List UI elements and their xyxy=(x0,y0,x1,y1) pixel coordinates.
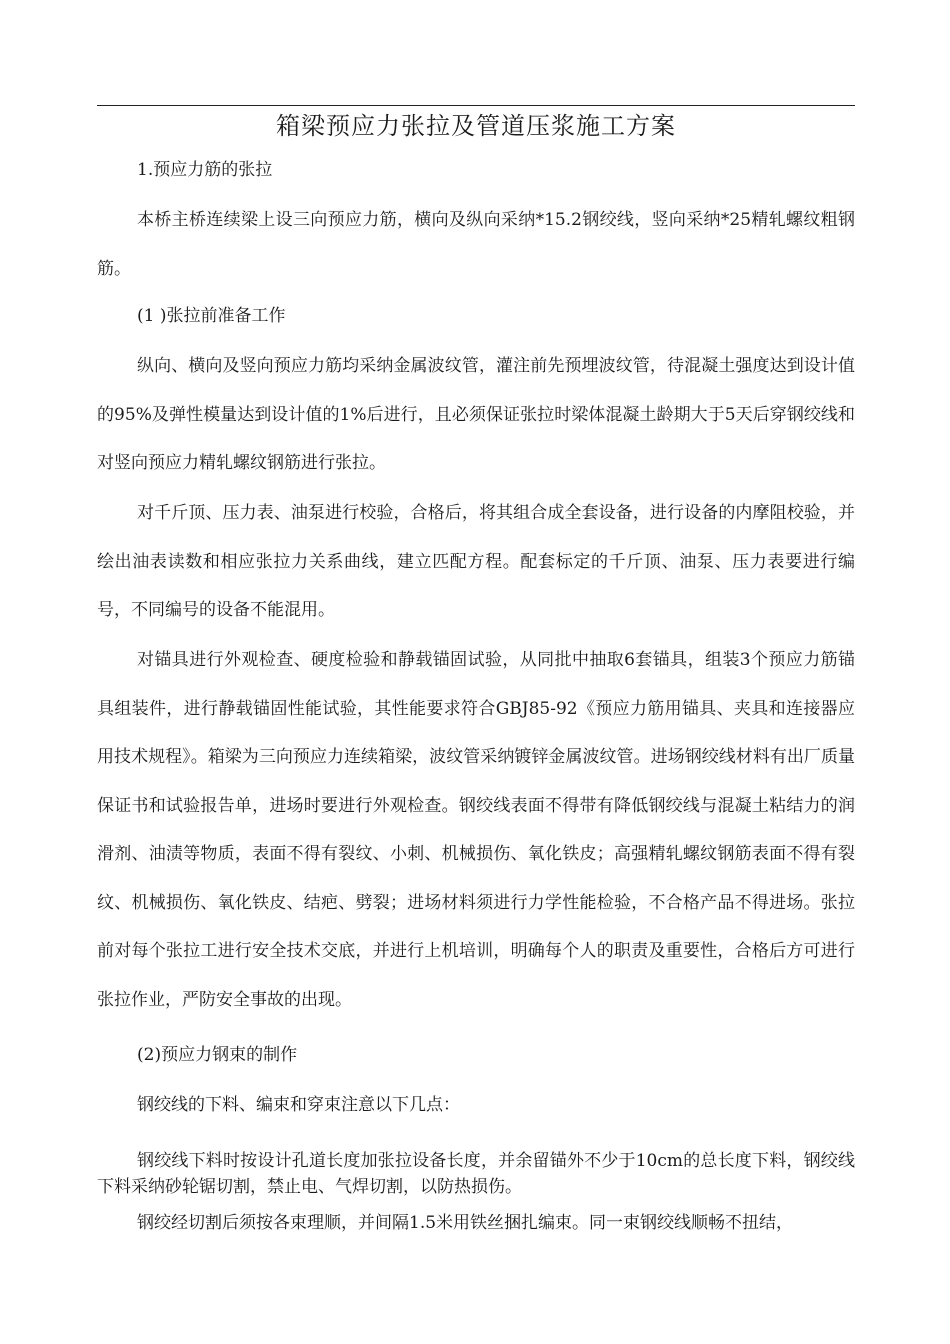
paragraph-4: 对锚具进行外观检查、硬度检验和静载锚固试验，从同批中抽取6套锚具，组装3个预应力筋锚具组装件，进行静载锚固性能试验，其性能要求符合GBJ85-92《预应力筋用锚具、夹具和连接器应用技术规程》。箱梁为三向预应力连续箱梁，波纹管采纳镀锌金属波纹管。进场钢绞线材料有出厂质量保证书和试验报告单，进场时要进行外观检查。钢绞线表面不得带有降低钢绞线与混凝土粘结力的润滑剂、油渍等物质，表面不得有裂纹、小刺、机械损伤、氧化铁皮；高强精轧螺纹钢筋表面不得有裂纹、机械损伤、氧化铁皮、结疤、劈裂；进场材料须进行力学性能检验，不合格产品不得进场。张拉前对每个张拉工进行安全技术交底，并进行上机培训，明确每个人的职责及重要性，合格后方可进行张拉作业，严防安全事故的出现。 xyxy=(97,650,855,1010)
section-heading-1: 1.预应力筋的张拉 xyxy=(137,160,273,180)
paragraph-2: 纵向、横向及竖向预应力筋均采纳金属波纹管，灌注前先预埋波纹管，待混凝土强度达到设计值的95%及弹性模量达到设计值的1%后进行，且必须保证张拉时梁体混凝土龄期大于5天后穿钢绞线和对竖向预应力精轧螺纹钢筋进行张拉。 xyxy=(97,356,855,473)
paragraph-1: 本桥主桥连续梁上设三向预应力筋，横向及纵向采纳*15.2钢绞线，竖向采纳*25精轧螺纹粗钢筋。 xyxy=(97,210,855,279)
paragraph-6: 钢绞线下料时按设计孔道长度加张拉设备长度，并余留锚外不少于10cm的总长度下料，钢绞线下料采纳砂轮锯切割，禁止电、气焊切割，以防热损伤。 xyxy=(97,1151,855,1197)
document-title: 箱梁预应力张拉及管道压浆施工方案 xyxy=(276,112,676,140)
subsection-heading-2: (2)预应力钢束的制作 xyxy=(137,1045,298,1065)
paragraph-5: 钢绞线的下料、编束和穿束注意以下几点： xyxy=(137,1095,460,1115)
paragraph-3: 对千斤顶、压力表、油泵进行校验，合格后，将其组合成全套设备，进行设备的内摩阻校验，并绘出油表读数和相应张拉力关系曲线，建立匹配方程。配套标定的千斤顶、油泵、压力表要进行编号，不同编号的设备不能混用。 xyxy=(97,503,855,620)
subsection-heading-1: (1 )张拉前准备工作 xyxy=(137,306,286,326)
header-rule xyxy=(97,105,855,106)
paragraph-7: 钢绞经切割后须按各束理顺，并间隔1.5米用铁丝捆扎编束。同一束钢绞线顺畅不扭结， xyxy=(137,1213,794,1233)
